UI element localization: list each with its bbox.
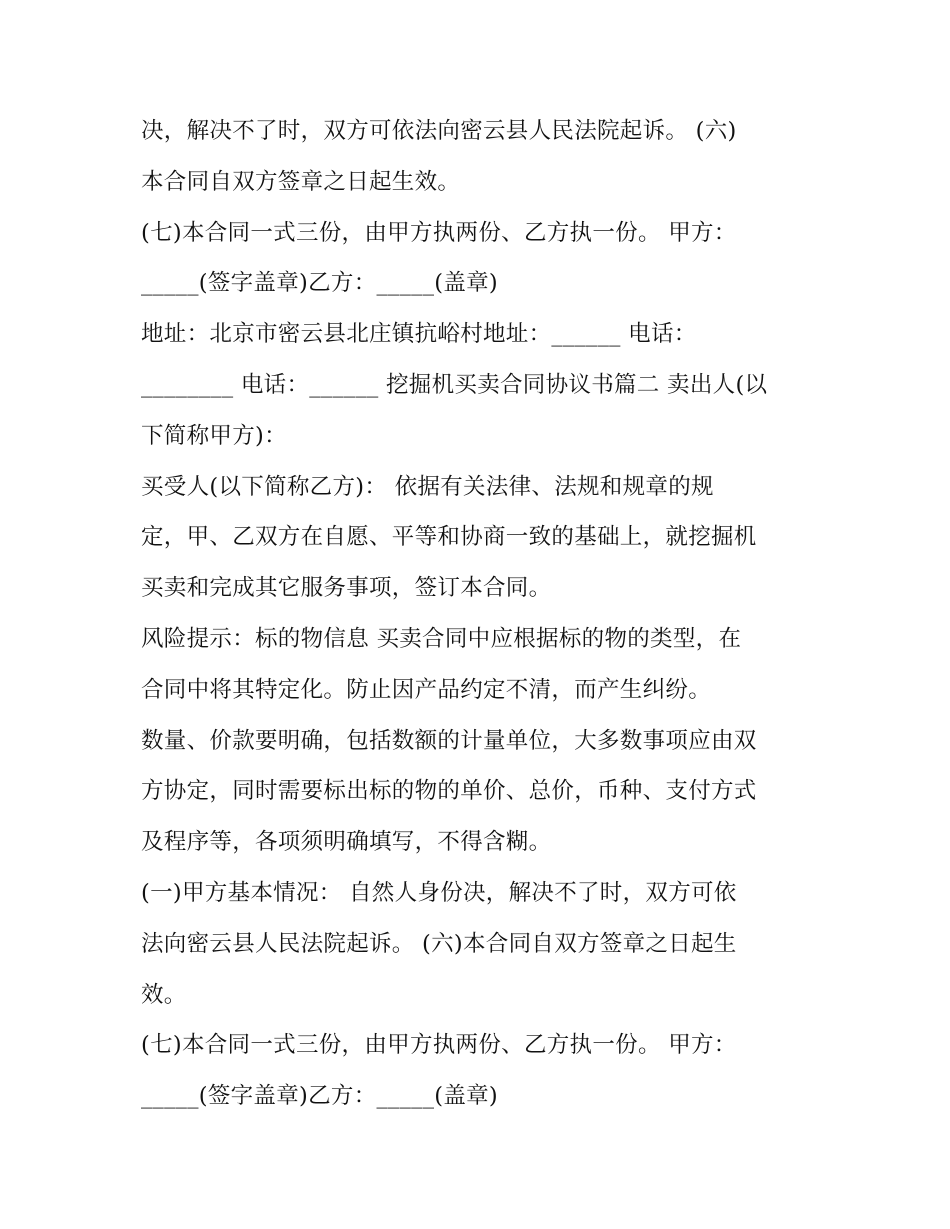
text-line: 决，解决不了时，双方可依法向密云县人民法院起诉。 (六)	[141, 118, 737, 144]
text-line: 数量、价款要明确，包括数额的计量单位，大多数事项应由双	[141, 727, 757, 754]
text-line: 方协定，同时需要标出标的物的单价、总价，币种、支付方式	[141, 778, 757, 805]
text-line: 风险提示：标的物信息 买卖合同中应根据标的物的类型，在	[141, 625, 742, 652]
text-line: 买卖和完成其它服务事项，签订本合同。	[141, 575, 552, 602]
text-line: 下简称甲方)：	[141, 422, 287, 449]
text-line: 合同中将其特定化。防止因产品约定不清，而产生纠纷。	[141, 676, 712, 703]
text-line: 本合同自双方签章之日起生效。	[141, 168, 461, 195]
text-line: 买受人(以下简称乙方)： 依据有关法律、法规和规章的规	[141, 473, 714, 500]
text-line: (七)本合同一式三份，由甲方执两份、乙方执一份。 甲方：	[141, 1032, 737, 1059]
text-line: ________ 电话：______ 挖掘机买卖合同协议书篇二 卖出人(以	[141, 371, 768, 398]
text-line: 法向密云县人民法院起诉。 (六)本合同自双方签章之日起生	[141, 930, 737, 957]
text-line: (七)本合同一式三份，由甲方执两份、乙方执一份。 甲方：	[141, 219, 737, 246]
text-line: 定，甲、乙双方在自愿、平等和协商一致的基础上，就挖掘机	[141, 524, 757, 551]
text-line: _____(签字盖章)乙方：_____(盖章)	[141, 1083, 499, 1110]
text-line: 地址：北京市密云县北庄镇抗峪村地址：______ 电话：	[141, 321, 697, 348]
text-line: 效。	[141, 981, 187, 1008]
text-line: 及程序等，各项须明确填写，不得含糊。	[141, 829, 552, 856]
document-body	[141, 106, 821, 1122]
text-line: _____(签字盖章)乙方：_____(盖章)	[141, 270, 499, 297]
text-line: (一)甲方基本情况： 自然人身份决，解决不了时，双方可依	[141, 879, 737, 906]
